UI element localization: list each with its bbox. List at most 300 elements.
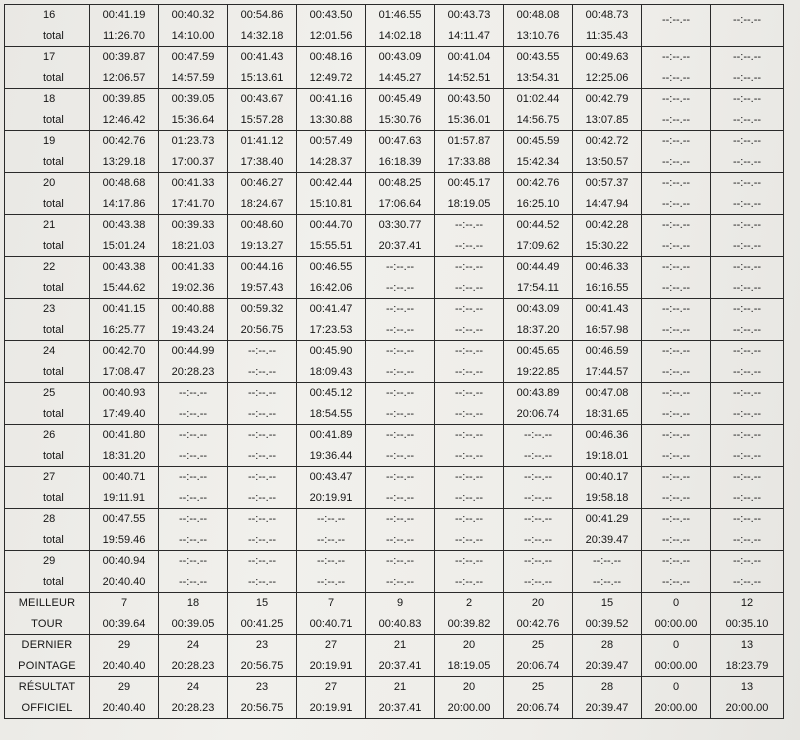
time-cell-line-top: 00:41.80 — [102, 429, 146, 442]
time-cell — [711, 215, 784, 257]
time-cell-line-top: 00:42.70 — [102, 345, 146, 358]
time-cell — [297, 551, 366, 593]
time-cell-content — [711, 131, 783, 172]
time-cell-line-bottom: --:--.-- — [178, 533, 208, 546]
lap-label-cell — [5, 341, 90, 383]
time-cell — [90, 299, 159, 341]
summary-value-cell-content — [504, 593, 572, 634]
time-cell-content — [366, 551, 434, 592]
time-cell-line-bottom: 20:06.74 — [516, 407, 560, 420]
lap-label-cell — [5, 257, 90, 299]
time-cell-content — [711, 215, 783, 256]
time-cell-content — [159, 173, 227, 214]
summary-value-cell-line-top: 25 — [531, 639, 545, 652]
lap-row — [5, 257, 784, 299]
summary-value-cell-line-bottom: 18:23.79 — [725, 659, 769, 672]
time-cell-content — [642, 257, 710, 298]
time-cell-content — [435, 173, 503, 214]
time-cell — [642, 215, 711, 257]
time-cell — [90, 215, 159, 257]
time-cell-content — [573, 173, 641, 214]
time-cell — [573, 173, 642, 215]
summary-value-cell-line-bottom: 20:06.74 — [516, 701, 560, 714]
time-cell-line-bottom: --:--.-- — [247, 407, 277, 420]
time-cell-line-top: 00:46.55 — [309, 261, 353, 274]
time-cell-line-bottom: --:--.-- — [385, 491, 415, 504]
time-cell — [366, 467, 435, 509]
lap-label-cell-content — [5, 299, 89, 340]
lap-label-cell — [5, 173, 90, 215]
time-cell — [228, 425, 297, 467]
lap-label-cell-line-bottom: total — [43, 407, 64, 420]
time-cell-content — [642, 509, 710, 550]
time-cell-line-bottom: 15:13.61 — [240, 71, 284, 84]
time-cell-line-top: --:--.-- — [385, 555, 415, 568]
time-cell-line-bottom: --:--.-- — [247, 365, 277, 378]
time-cell — [159, 257, 228, 299]
time-cell-content — [573, 5, 641, 46]
summary-row — [5, 593, 784, 635]
time-cell-line-bottom: 18:19.05 — [447, 197, 491, 210]
time-cell-line-top: --:--.-- — [732, 135, 762, 148]
time-cell — [228, 131, 297, 173]
time-cell-line-bottom: 19:57.43 — [240, 281, 284, 294]
summary-value-cell-line-top: 24 — [186, 639, 200, 652]
summary-value-cell-content — [435, 677, 503, 718]
summary-value-cell — [90, 593, 159, 635]
time-cell-line-bottom: --:--.-- — [385, 449, 415, 462]
time-cell-line-bottom: 12:49.72 — [309, 71, 353, 84]
time-cell-line-bottom: --:--.-- — [454, 533, 484, 546]
time-cell-content — [573, 257, 641, 298]
summary-value-cell — [435, 593, 504, 635]
time-cell-line-top: --:--.-- — [661, 135, 691, 148]
time-cell-line-top: 00:41.15 — [102, 303, 146, 316]
time-cell-line-top: 00:39.33 — [171, 219, 215, 232]
time-cell-content — [297, 467, 365, 508]
summary-value-cell — [159, 635, 228, 677]
time-cell-line-bottom: 19:13.27 — [240, 239, 284, 252]
lap-label-cell-line-bottom: total — [43, 197, 64, 210]
time-cell — [159, 383, 228, 425]
lap-label-cell-content — [5, 467, 89, 508]
time-cell-line-top: 00:46.27 — [240, 177, 284, 190]
summary-value-cell — [711, 677, 784, 719]
time-cell-line-top: --:--.-- — [661, 219, 691, 232]
time-cell-content — [90, 383, 158, 424]
lap-label-cell-content — [5, 341, 89, 382]
time-cell-line-bottom: 17:38.40 — [240, 155, 284, 168]
time-cell — [435, 89, 504, 131]
time-cell-line-bottom: --:--.-- — [732, 281, 762, 294]
time-cell-line-bottom: 19:02.36 — [171, 281, 215, 294]
time-cell-line-top: 00:39.85 — [102, 93, 146, 106]
time-cell-line-bottom: 20:19.91 — [309, 491, 353, 504]
summary-value-cell-line-bottom: 20:56.75 — [240, 659, 284, 672]
time-cell-line-bottom: 14:10.00 — [171, 29, 215, 42]
summary-value-cell-line-bottom: 20:39.47 — [585, 701, 629, 714]
time-cell-line-top: 00:49.63 — [585, 51, 629, 64]
time-cell-content — [435, 425, 503, 466]
time-cell-content — [228, 383, 296, 424]
time-cell-line-top: 00:48.73 — [585, 9, 629, 22]
time-cell-content — [366, 509, 434, 550]
time-cell — [573, 47, 642, 89]
time-cell-content — [366, 383, 434, 424]
time-cell-line-top: --:--.-- — [178, 429, 208, 442]
time-cell-line-bottom: --:--.-- — [454, 365, 484, 378]
time-cell — [366, 131, 435, 173]
time-cell-line-top: 01:41.12 — [240, 135, 284, 148]
summary-value-cell-content — [573, 593, 641, 634]
time-cell-line-top: --:--.-- — [732, 177, 762, 190]
time-cell — [159, 341, 228, 383]
lap-row — [5, 341, 784, 383]
time-cell-line-top: 00:40.71 — [102, 471, 146, 484]
time-cell — [297, 425, 366, 467]
time-cell-line-top: 00:47.55 — [102, 513, 146, 526]
time-cell-line-bottom: 12:06.57 — [102, 71, 146, 84]
time-cell-content — [366, 173, 434, 214]
time-cell-line-top: 00:45.12 — [309, 387, 353, 400]
summary-value-cell — [711, 593, 784, 635]
time-cell-line-top: --:--.-- — [385, 429, 415, 442]
time-cell — [297, 47, 366, 89]
time-cell — [90, 89, 159, 131]
time-cell-line-bottom: --:--.-- — [247, 491, 277, 504]
time-cell — [159, 215, 228, 257]
time-cell-content — [435, 89, 503, 130]
lap-label-cell-content — [5, 215, 89, 256]
time-cell-line-top: 00:48.68 — [102, 177, 146, 190]
time-cell — [711, 173, 784, 215]
summary-value-cell-line-bottom: 00:40.83 — [378, 617, 422, 630]
summary-value-cell-content — [159, 677, 227, 718]
time-cell — [642, 173, 711, 215]
time-cell-line-bottom: --:--.-- — [316, 533, 346, 546]
time-cell — [642, 551, 711, 593]
summary-value-cell-line-bottom: 00:39.05 — [171, 617, 215, 630]
time-cell-line-bottom: --:--.-- — [661, 113, 691, 126]
lap-label-cell-line-bottom: total — [43, 323, 64, 336]
time-cell-line-bottom: --:--.-- — [247, 449, 277, 462]
time-cell-line-bottom: --:--.-- — [454, 491, 484, 504]
time-cell-line-top: 00:45.90 — [309, 345, 353, 358]
time-cell-line-top: --:--.-- — [178, 555, 208, 568]
lap-label-cell-content — [5, 551, 89, 592]
time-cell-line-top: --:--.-- — [732, 555, 762, 568]
time-cell-line-top: 00:41.47 — [309, 303, 353, 316]
time-cell — [642, 257, 711, 299]
summary-value-cell-line-top: 27 — [324, 639, 338, 652]
time-cell-line-bottom: 13:54.31 — [516, 71, 560, 84]
time-cell — [573, 341, 642, 383]
time-cell — [711, 89, 784, 131]
time-cell — [228, 551, 297, 593]
time-cell — [573, 5, 642, 47]
time-cell-line-bottom: --:--.-- — [732, 365, 762, 378]
time-cell-line-bottom: 14:45.27 — [378, 71, 422, 84]
summary-value-cell-line-bottom: 20:00.00 — [654, 701, 698, 714]
time-cell-content — [90, 551, 158, 592]
time-cell-line-bottom: 13:10.76 — [516, 29, 560, 42]
time-cell-line-top: --:--.-- — [661, 261, 691, 274]
lap-label-cell — [5, 131, 90, 173]
summary-value-cell-content — [435, 593, 503, 634]
summary-value-cell-line-top: 29 — [117, 681, 131, 694]
time-cell-line-top: --:--.-- — [523, 429, 553, 442]
time-cell-line-top: --:--.-- — [592, 555, 622, 568]
summary-value-cell-line-bottom: 20:39.47 — [585, 659, 629, 672]
time-cell-content — [711, 173, 783, 214]
time-cell-content — [228, 551, 296, 592]
time-cell — [711, 509, 784, 551]
time-cell-content — [504, 425, 572, 466]
time-cell-line-bottom: --:--.-- — [661, 155, 691, 168]
time-cell — [366, 257, 435, 299]
time-cell-line-top: 00:47.59 — [171, 51, 215, 64]
time-cell-content — [366, 89, 434, 130]
time-cell-content — [159, 299, 227, 340]
time-cell-line-bottom: --:--.-- — [385, 365, 415, 378]
time-cell-line-bottom: 17:49.40 — [102, 407, 146, 420]
time-cell-line-top: 00:42.28 — [585, 219, 629, 232]
time-cell — [504, 383, 573, 425]
summary-value-cell-line-top: 18 — [186, 597, 200, 610]
time-cell — [435, 215, 504, 257]
lap-label-cell-line-top: 29 — [43, 555, 56, 568]
time-cell-line-top: 00:54.86 — [240, 9, 284, 22]
time-cell-content — [159, 131, 227, 172]
summary-value-cell-line-top: 21 — [393, 681, 407, 694]
summary-value-cell-line-bottom: 00:40.71 — [309, 617, 353, 630]
time-cell-line-top: --:--.-- — [316, 555, 346, 568]
time-cell-content — [297, 131, 365, 172]
lap-row — [5, 215, 784, 257]
time-cell — [435, 509, 504, 551]
time-cell-line-bottom: --:--.-- — [523, 491, 553, 504]
time-cell-content — [159, 341, 227, 382]
lap-row — [5, 383, 784, 425]
time-cell-line-top: --:--.-- — [454, 555, 484, 568]
summary-label-cell-line-bottom: TOUR — [31, 617, 63, 630]
time-cell-content — [159, 425, 227, 466]
time-cell-content — [159, 383, 227, 424]
time-cell-content — [366, 425, 434, 466]
summary-value-cell-line-top: 20 — [531, 597, 545, 610]
lap-label-cell-content — [5, 257, 89, 298]
time-cell-line-top: 00:43.09 — [378, 51, 422, 64]
time-cell — [504, 509, 573, 551]
time-cell-line-top: --:--.-- — [661, 387, 691, 400]
time-cell-line-bottom: 15:30.22 — [585, 239, 629, 252]
time-cell-content — [435, 341, 503, 382]
time-cell — [366, 5, 435, 47]
summary-label-cell-line-top: MEILLEUR — [18, 597, 76, 610]
time-cell-line-top: --:--.-- — [661, 345, 691, 358]
time-cell — [228, 257, 297, 299]
time-cell-content — [642, 5, 710, 46]
time-cell-content — [504, 341, 572, 382]
lap-label-cell-content — [5, 89, 89, 130]
time-cell-line-top: --:--.-- — [454, 345, 484, 358]
time-cell-content — [642, 425, 710, 466]
time-cell-line-top: 00:41.33 — [171, 261, 215, 274]
time-cell-line-top: --:--.-- — [385, 261, 415, 274]
time-cell — [297, 383, 366, 425]
time-cell-line-bottom: 15:55.51 — [309, 239, 353, 252]
time-cell — [297, 131, 366, 173]
time-cell-line-bottom: 19:58.18 — [585, 491, 629, 504]
lap-label-cell-content — [5, 425, 89, 466]
summary-value-cell — [90, 677, 159, 719]
summary-value-cell-content — [228, 677, 296, 718]
summary-value-cell-content — [642, 677, 710, 718]
time-cell-content — [504, 47, 572, 88]
summary-value-cell-line-bottom: 00:42.76 — [516, 617, 560, 630]
time-cell — [159, 425, 228, 467]
time-cell-content — [228, 173, 296, 214]
time-cell-content — [573, 131, 641, 172]
time-cell-line-bottom: --:--.-- — [178, 491, 208, 504]
summary-value-cell — [159, 677, 228, 719]
lap-label-cell — [5, 383, 90, 425]
summary-value-cell-line-top: 20 — [462, 639, 476, 652]
lap-label-cell-line-top: 21 — [43, 219, 56, 232]
summary-value-cell — [90, 635, 159, 677]
summary-value-cell-line-bottom: 20:56.75 — [240, 701, 284, 714]
time-cell-line-bottom: 17:23.53 — [309, 323, 353, 336]
time-cell-line-bottom: 13:50.57 — [585, 155, 629, 168]
summary-value-cell-content — [159, 593, 227, 634]
time-cell-content — [90, 5, 158, 46]
summary-value-cell-line-top: 9 — [396, 597, 404, 610]
time-cell-content — [573, 341, 641, 382]
time-cell-content — [573, 551, 641, 592]
summary-value-cell — [297, 677, 366, 719]
time-cell-line-top: --:--.-- — [385, 513, 415, 526]
time-cell — [366, 299, 435, 341]
time-cell-line-bottom: --:--.-- — [385, 575, 415, 588]
time-cell-content — [573, 425, 641, 466]
lap-label-cell-line-top: 17 — [43, 51, 56, 64]
lap-label-cell-line-top: 22 — [43, 261, 56, 274]
time-cell-line-bottom: 18:54.55 — [309, 407, 353, 420]
lap-row — [5, 173, 784, 215]
time-cell-line-bottom: 14:56.75 — [516, 113, 560, 126]
time-cell — [435, 551, 504, 593]
time-cell — [435, 383, 504, 425]
time-cell — [90, 5, 159, 47]
time-cell-content — [504, 257, 572, 298]
time-cell — [711, 467, 784, 509]
time-cell-line-bottom: 17:06.64 — [378, 197, 422, 210]
time-cell-content — [159, 257, 227, 298]
time-cell-content — [573, 383, 641, 424]
time-cell-line-top: --:--.-- — [316, 513, 346, 526]
time-cell-line-bottom: 19:36.44 — [309, 449, 353, 462]
time-cell-content — [228, 467, 296, 508]
time-cell-content — [573, 467, 641, 508]
time-cell-line-bottom: 16:25.77 — [102, 323, 146, 336]
time-cell-content — [366, 215, 434, 256]
time-cell-line-top: --:--.-- — [385, 303, 415, 316]
lap-label-cell-line-top: 28 — [43, 513, 56, 526]
summary-value-cell-line-bottom: 20:06.74 — [516, 659, 560, 672]
time-cell — [159, 47, 228, 89]
summary-value-cell-line-bottom: 20:40.40 — [102, 701, 146, 714]
time-cell-line-top: 00:40.88 — [171, 303, 215, 316]
time-cell-content — [435, 215, 503, 256]
lap-label-cell-line-bottom: total — [43, 491, 64, 504]
time-cell-line-top: --:--.-- — [454, 471, 484, 484]
time-cell-content — [642, 89, 710, 130]
summary-value-cell-line-top: 0 — [672, 681, 680, 694]
time-cell-content — [297, 383, 365, 424]
time-cell-line-top: 00:45.65 — [516, 345, 560, 358]
time-cell-line-top: 00:43.38 — [102, 219, 146, 232]
time-cell-line-top: --:--.-- — [247, 513, 277, 526]
summary-value-cell-line-top: 28 — [600, 639, 614, 652]
time-cell-content — [90, 467, 158, 508]
time-cell-content — [435, 299, 503, 340]
lap-label-cell-line-bottom: total — [43, 533, 64, 546]
time-cell-line-bottom: 17:54.11 — [516, 281, 559, 294]
time-cell-line-bottom: --:--.-- — [247, 533, 277, 546]
time-cell-line-bottom: --:--.-- — [661, 239, 691, 252]
summary-value-cell-line-top: 15 — [255, 597, 269, 610]
time-cell — [711, 383, 784, 425]
time-cell — [366, 173, 435, 215]
time-cell-content — [228, 5, 296, 46]
time-cell-content — [90, 425, 158, 466]
time-cell-line-bottom: 17:33.88 — [447, 155, 491, 168]
time-cell — [504, 299, 573, 341]
time-cell-content — [366, 467, 434, 508]
time-cell-line-bottom: 18:24.67 — [240, 197, 284, 210]
time-cell-line-bottom: 20:56.75 — [240, 323, 284, 336]
time-cell-line-bottom: 18:31.20 — [102, 449, 146, 462]
summary-value-cell-line-bottom: 18:19.05 — [447, 659, 491, 672]
time-cell-line-top: --:--.-- — [178, 471, 208, 484]
time-cell — [573, 551, 642, 593]
time-cell-content — [504, 173, 572, 214]
summary-value-cell-content — [711, 593, 783, 634]
time-cell-line-top: 00:41.04 — [447, 51, 491, 64]
time-cell-line-top: --:--.-- — [661, 471, 691, 484]
lap-row — [5, 425, 784, 467]
summary-label-cell — [5, 593, 90, 635]
time-cell-content — [504, 5, 572, 46]
time-cell-content — [711, 5, 783, 46]
time-cell-content — [504, 89, 572, 130]
lap-label-cell-content — [5, 383, 89, 424]
time-cell-content — [711, 425, 783, 466]
summary-value-cell-line-top: 13 — [740, 681, 754, 694]
time-cell-content — [228, 215, 296, 256]
time-cell — [228, 467, 297, 509]
time-cell-content — [228, 257, 296, 298]
lap-row — [5, 467, 784, 509]
time-cell-line-bottom: 18:21.03 — [171, 239, 215, 252]
time-cell-line-top: 00:43.89 — [516, 387, 560, 400]
summary-value-cell — [297, 635, 366, 677]
time-cell — [504, 47, 573, 89]
time-cell — [573, 215, 642, 257]
time-cell-line-bottom: --:--.-- — [661, 323, 691, 336]
time-cell-content — [711, 551, 783, 592]
time-cell-content — [159, 509, 227, 550]
